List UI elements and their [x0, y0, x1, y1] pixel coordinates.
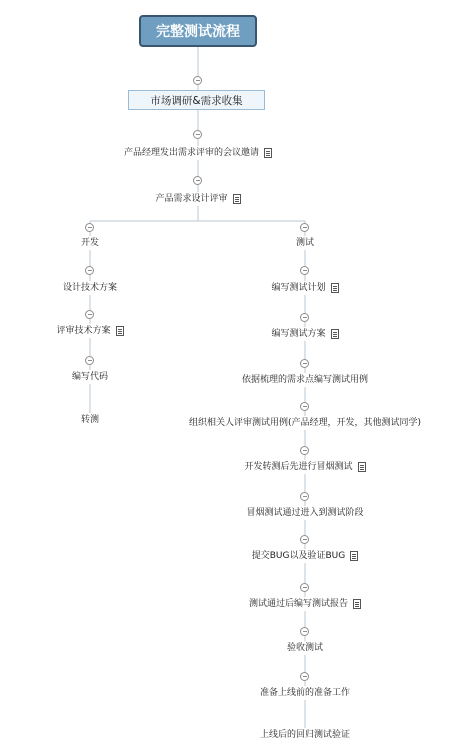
node-market-research[interactable]: [128, 90, 265, 110]
node-meeting-invite[interactable]: [98, 146, 298, 160]
node-smoke-test[interactable]: [225, 460, 385, 474]
note-icon[interactable]: [353, 599, 361, 609]
node-label: 设计技术方案: [62, 283, 117, 293]
node-label: 提交BUG以及验证BUG: [251, 551, 346, 561]
collapse-toggle-icon[interactable]: [85, 223, 94, 232]
node-review-tech-plan[interactable]: [40, 324, 140, 338]
node-label: 测试通过后编写测试报告: [248, 599, 348, 609]
collapse-toggle-icon[interactable]: [300, 446, 309, 455]
node-label: 产品需求设计评审: [155, 194, 228, 204]
branch-test[interactable]: [275, 236, 335, 250]
root-label: 完整测试流程: [156, 24, 240, 40]
node-requirement-review[interactable]: [128, 192, 268, 206]
node-transfer-test[interactable]: [60, 413, 120, 427]
note-icon[interactable]: [358, 462, 366, 472]
collapse-toggle-icon[interactable]: [300, 313, 309, 322]
note-icon[interactable]: [331, 283, 339, 293]
collapse-toggle-icon[interactable]: [300, 492, 309, 501]
node-label: 产品经理发出需求评审的会议邀请: [123, 148, 259, 158]
node-label: 上线后的回归测试验证: [259, 730, 350, 740]
collapse-toggle-icon[interactable]: [300, 535, 309, 544]
collapse-toggle-icon[interactable]: [193, 176, 202, 185]
collapse-toggle-icon[interactable]: [193, 130, 202, 139]
collapse-toggle-icon[interactable]: [300, 223, 309, 232]
node-post-release-regression[interactable]: [235, 728, 375, 742]
node-write-test-report[interactable]: [235, 597, 375, 611]
collapse-toggle-icon[interactable]: [85, 310, 94, 319]
node-submit-verify-bug[interactable]: [235, 549, 375, 563]
collapse-toggle-icon[interactable]: [300, 266, 309, 275]
branch-dev[interactable]: [60, 236, 120, 250]
node-review-test-cases[interactable]: [175, 416, 435, 430]
node-enter-test-phase[interactable]: [225, 506, 385, 520]
node-label: 开发: [80, 238, 99, 248]
collapse-toggle-icon[interactable]: [300, 402, 309, 411]
note-icon[interactable]: [264, 148, 272, 158]
node-label: 冒烟测试通过进入到测试阶段: [246, 508, 364, 518]
collapse-toggle-icon[interactable]: [85, 356, 94, 365]
node-write-test-cases[interactable]: [215, 373, 395, 387]
node-label: 编写测试计划: [271, 283, 326, 293]
node-label: 转测: [80, 415, 99, 425]
node-write-test-plan[interactable]: [245, 281, 365, 295]
node-pre-release-prep[interactable]: [235, 686, 375, 700]
note-icon[interactable]: [331, 329, 339, 339]
collapse-toggle-icon[interactable]: [85, 266, 94, 275]
node-design-tech-plan[interactable]: [40, 281, 140, 295]
node-label: 验收测试: [286, 643, 323, 653]
node-acceptance-test[interactable]: [265, 641, 345, 655]
node-write-code[interactable]: [50, 370, 130, 384]
node-label: 组织相关人评审测试用例(产品经理，开发，其他测试同学): [188, 418, 422, 428]
node-label: 评审技术方案: [56, 326, 111, 336]
node-label: 编写测试方案: [271, 329, 326, 339]
note-icon[interactable]: [350, 551, 358, 561]
node-label: 依据梳理的需求点编写测试用例: [241, 375, 368, 385]
node-label: 准备上线前的准备工作: [259, 688, 350, 698]
note-icon[interactable]: [116, 326, 124, 336]
note-icon[interactable]: [233, 194, 241, 204]
collapse-toggle-icon[interactable]: [300, 672, 309, 681]
collapse-toggle-icon[interactable]: [193, 76, 202, 85]
collapse-toggle-icon[interactable]: [300, 627, 309, 636]
node-write-test-scheme[interactable]: [245, 327, 365, 341]
collapse-toggle-icon[interactable]: [300, 359, 309, 368]
node-label: 市场调研&需求收集: [150, 94, 243, 107]
node-label: 开发转测后先进行冒烟测试: [244, 462, 353, 472]
node-label: 测试: [295, 238, 314, 248]
root-node[interactable]: [139, 15, 257, 47]
collapse-toggle-icon[interactable]: [300, 583, 309, 592]
node-label: 编写代码: [71, 372, 108, 382]
